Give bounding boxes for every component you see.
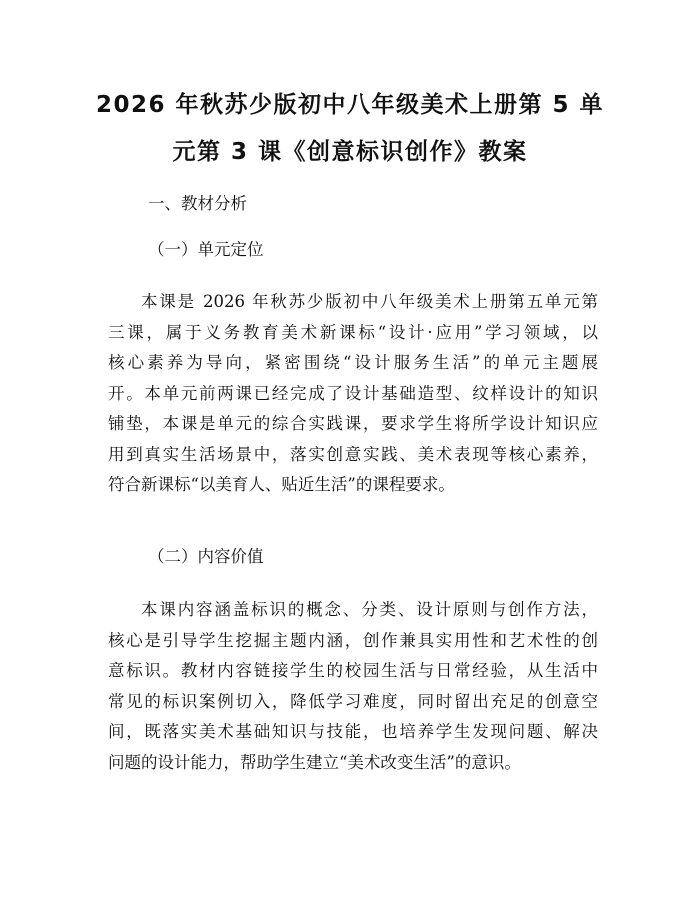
paragraph-line: 问题的设计能力，帮助学生建立“美术改变生活”的意识。 bbox=[108, 752, 521, 772]
paragraph-line: 核心是引导学生挖掘主题内涵，创作兼具实用性和艺术性的创 bbox=[108, 630, 598, 650]
paragraph-line: 核心素养为导向，紧密围绕“设计服务生活”的单元主题展 bbox=[108, 353, 598, 372]
paragraph-unit-positioning bbox=[108, 287, 598, 501]
subsection-heading-unit-positioning: （一）单元定位 bbox=[148, 240, 264, 259]
paragraph-line: 常见的标识案例切入，降低学习难度，同时留出充足的创意空 bbox=[108, 691, 598, 711]
paragraph-line: 间，既落实美术基础知识与技能，也培养学生发现问题、解决 bbox=[108, 722, 598, 741]
document-title-line-1: 2026 年秋苏少版初中八年级美术上册第 5 单 bbox=[95, 92, 605, 118]
paragraph-line: 三课，属于义务教育美术新课标“设计·应用”学习领域，以 bbox=[108, 322, 598, 342]
paragraph-line: 铺垫，本课是单元的综合实践课，要求学生将所学设计知识应 bbox=[108, 414, 598, 433]
section-heading: 一、教材分析 bbox=[148, 194, 247, 213]
paragraph-content-value bbox=[108, 595, 598, 778]
paragraph-line: 用到真实生活场景中，落实创意实践、美术表现等核心素养， bbox=[108, 444, 598, 464]
paragraph-line: 符合新课标“以美育人、贴近生活”的课程要求。 bbox=[108, 475, 455, 494]
subsection-heading-content-value: （二）内容价值 bbox=[148, 547, 264, 566]
paragraph-line: 开。本单元前两课已经完成了设计基础造型、纹样设计的知识 bbox=[108, 383, 598, 403]
paragraph-line: 本课是 2026 年秋苏少版初中八年级美术上册第五单元第 bbox=[141, 292, 598, 311]
paragraph-line: 本课内容涵盖标识的概念、分类、设计原则与创作方法， bbox=[141, 600, 598, 619]
document-title-line-2: 元第 3 课《创意标识创作》教案 bbox=[172, 139, 528, 165]
paragraph-line: 意标识。教材内容链接学生的校园生活与日常经验，从生活中 bbox=[108, 661, 598, 680]
